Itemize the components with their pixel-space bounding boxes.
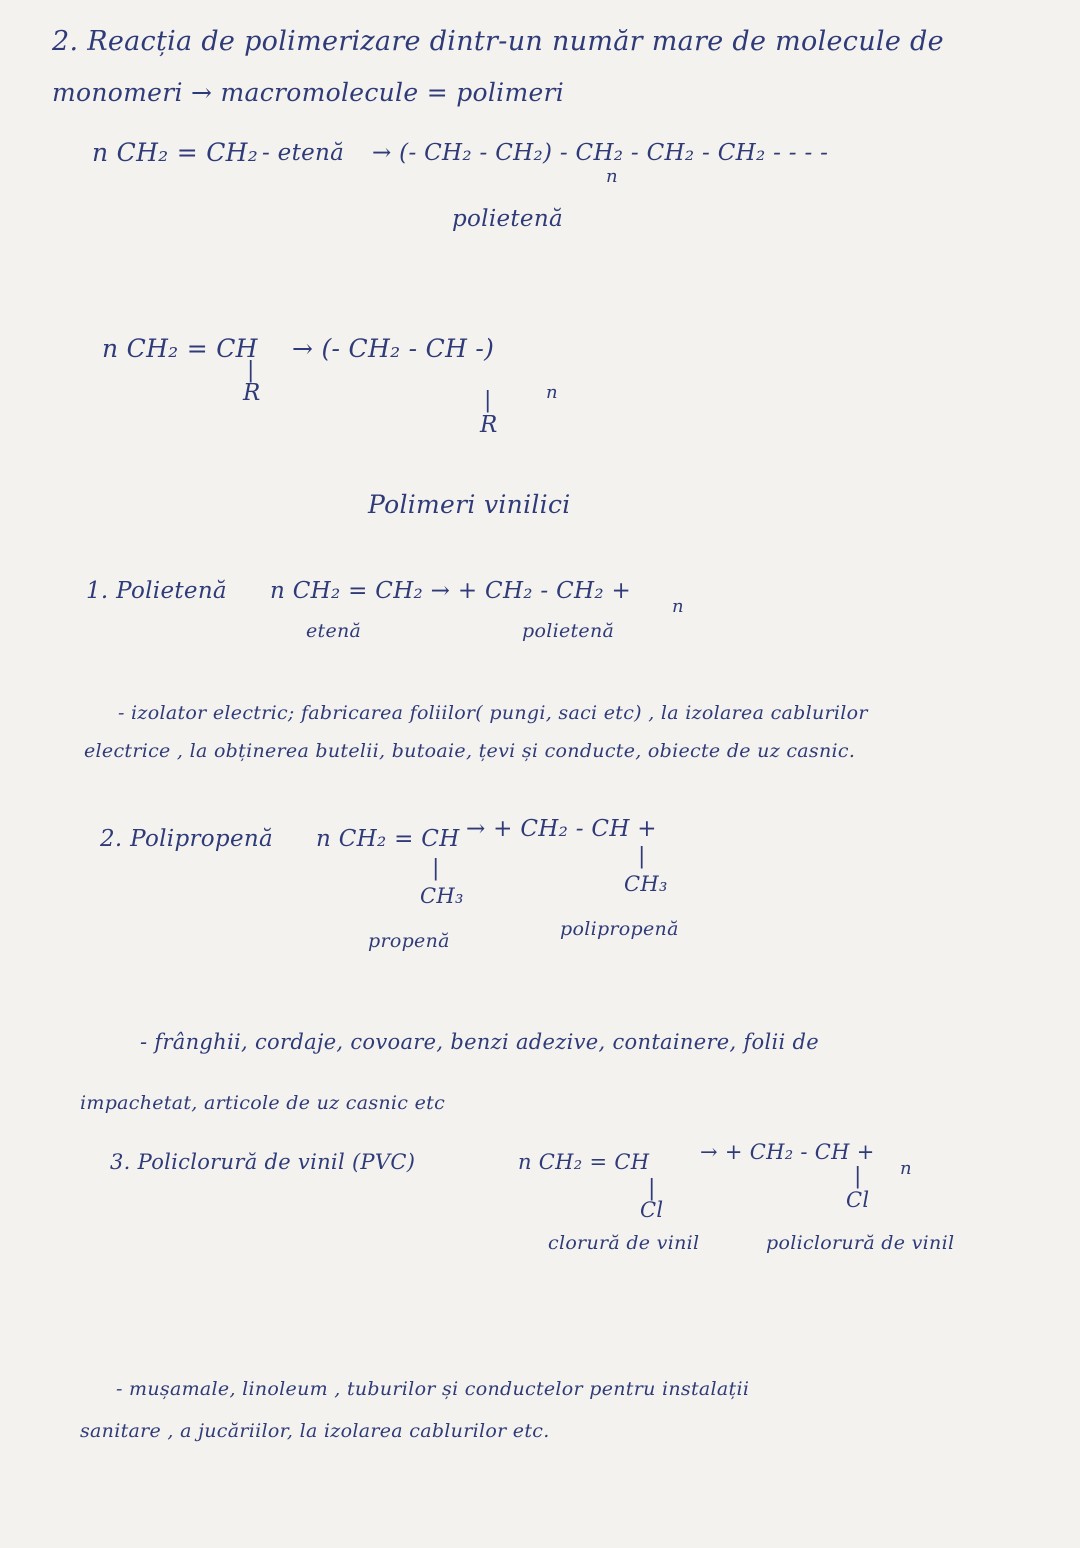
item3-product-bond: |: [854, 1164, 862, 1189]
item1-label: 1. Polietenă: [86, 578, 227, 604]
header-line-1: 2. Reacția de polimerizare dintr-un număr mare de molecule de: [52, 26, 944, 57]
item2-product-methyl: CH₃: [624, 872, 668, 896]
item3-uses-line-2: sanitare , a jucăriilor, la izolarea cablurilor etc.: [80, 1420, 550, 1442]
item3-subscript-n: n: [900, 1158, 912, 1179]
item3-uses-line-1: - mușamale, linoleum , tuburilor și conductelor pentru instalații: [116, 1378, 750, 1400]
item1-product-name: polietenă: [522, 620, 615, 642]
item2-reactant-bond: |: [432, 856, 440, 881]
ethene-subscript-n: n: [606, 166, 618, 187]
ethene-product-chain: → (- CH₂ - CH₂) - CH₂ - CH₂ - CH₂ - - - -: [372, 140, 829, 166]
item1-equation: n CH₂ = CH₂ → + CH₂ - CH₂ +: [270, 578, 632, 604]
item1-monomer-name: etenă: [306, 620, 362, 642]
ethene-reactant-name: - etenă: [262, 140, 345, 166]
item3-product-chlorine: Cl: [846, 1188, 870, 1212]
ethene-reactant: n CH₂ = CH₂: [92, 138, 259, 167]
item2-reactant: n CH₂ = CH: [316, 826, 460, 852]
item3-product-name: policlorură de vinil: [766, 1232, 955, 1254]
general-reactant: n CH₂ = CH: [102, 334, 258, 363]
general-reactant-bond: |: [247, 358, 255, 383]
header-line-2: monomeri → macromolecule = polimeri: [52, 78, 565, 107]
item2-reactant-methyl: CH₃: [420, 884, 464, 908]
item3-reactant-chlorine: Cl: [640, 1198, 664, 1222]
item2-label: 2. Polipropenă: [100, 826, 273, 852]
item2-uses-line-1: - frânghii, cordaje, covoare, benzi adezive, containere, folii de: [140, 1030, 819, 1054]
item3-reactant: n CH₂ = CH: [518, 1150, 650, 1174]
item2-uses-line-2: impachetat, articole de uz casnic etc: [80, 1092, 446, 1114]
item3-monomer-name: clorură de vinil: [548, 1232, 700, 1254]
section-title: Polimeri vinilici: [368, 490, 571, 519]
item2-product: → + CH₂ - CH +: [466, 816, 657, 842]
item1-uses-line-1: - izolator electric; fabricarea foliilor( pungi, saci etc) , la izolarea cablurilor: [118, 702, 868, 724]
general-reactant-r: R: [243, 380, 261, 406]
general-product-bond: |: [484, 388, 492, 413]
general-subscript-n: n: [546, 382, 558, 403]
ethene-product-name: polietenă: [452, 206, 563, 232]
item2-monomer-name: propenă: [368, 930, 450, 952]
item2-product-bond: |: [638, 844, 646, 869]
item2-product-name: polipropenă: [560, 918, 679, 940]
item1-uses-line-2: electrice , la obținerea butelii, butoaie, țevi și conducte, obiecte de uz casnic.: [84, 740, 856, 762]
item3-label: 3. Policlorură de vinil (PVC): [110, 1150, 416, 1174]
item3-product: → + CH₂ - CH +: [700, 1140, 875, 1164]
general-product: → (- CH₂ - CH -): [292, 334, 495, 363]
item3-reactant-bond: |: [648, 1176, 656, 1201]
general-product-r: R: [480, 412, 498, 438]
item1-subscript-n: n: [672, 596, 684, 617]
